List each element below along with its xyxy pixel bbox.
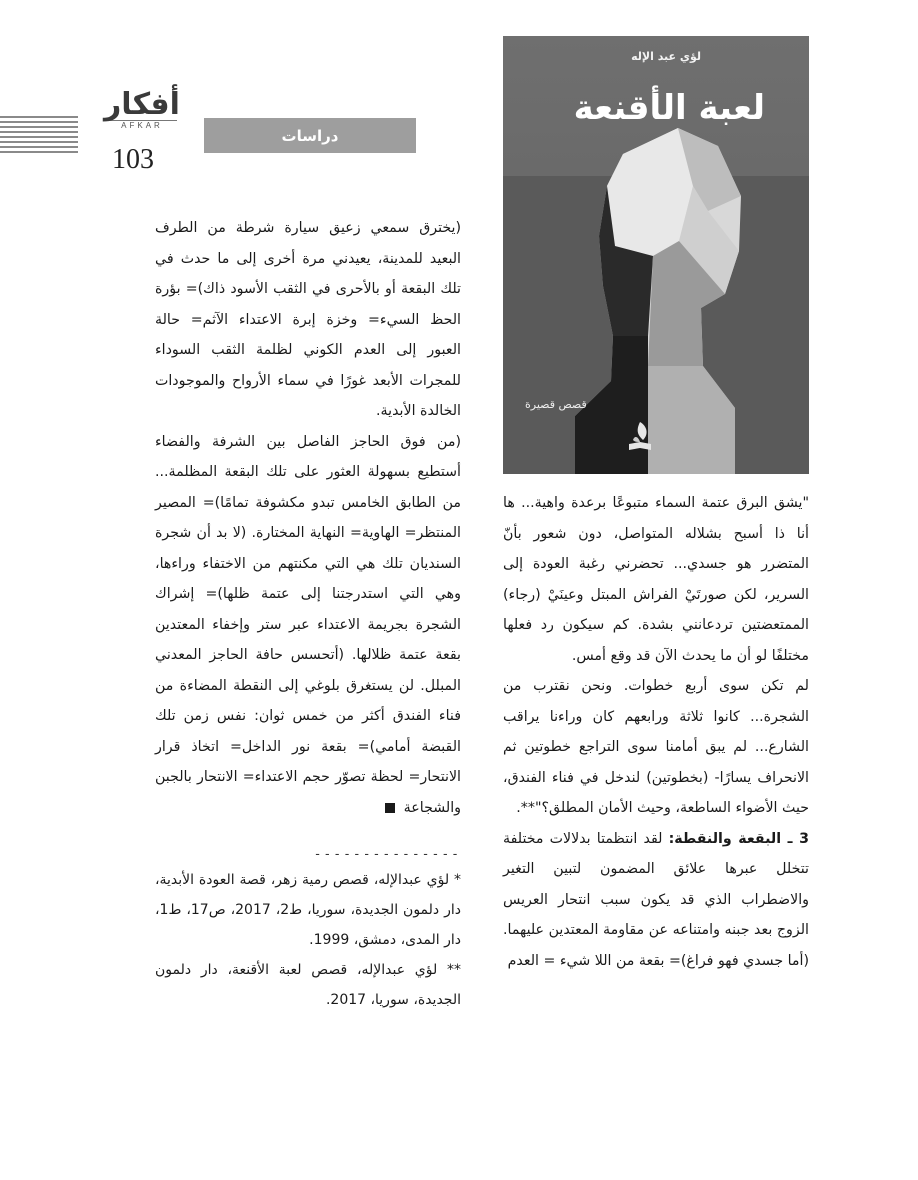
footnote: * لؤي عبدالإله، قصص رمية زهر، قصة العودة الأبدية، دار دلمون الجديدة، سوريا، ط2، 2017، ص17، ط1، دار المدى، دمشق، 1999. — [155, 872, 461, 948]
decorative-stripes — [0, 116, 78, 156]
subsection-heading: 3 ـ البقعة والنقطة: — [668, 830, 809, 847]
logo-latin: AFKAR — [107, 120, 177, 130]
paragraph: "يشق البرق عتمة السماء متبوعًا برعدة واهية... ها أنا ذا أسبح بشلاله المتواصل، دون شعور بأنّ المتضرر هو جسدي... تحضرني رغبة العودة إلى السرير، لكن صورتَيْ الفراش المبتل وعينَيْ (رجاء) الممتعضتين تردعانني بشدة. كم سيكون رد فعلها مختلفًا لو أن ما يحدث الآن قد وقع أمس. — [503, 495, 809, 664]
text-column-right — [503, 488, 809, 976]
paragraph — [155, 427, 461, 824]
page-number: 103 — [112, 144, 154, 175]
cover-author: لؤي عبد الإله — [631, 50, 701, 63]
paragraph: (يخترق سمعي زعيق سيارة شرطة من الطرف البعيد للمدينة، يعيدني مرة أخرى إلى ما حدث في تلك البقعة أو بالأحرى في الثقب الأسود ذاك)= بؤرة الحظ السيء= وخزة إبرة الاعتداء الآثم= حالة العبور إلى العدم الكوني لظلمة الثقب السوداء للمجرات الأبعد غورًا في سماء الأرواح والموجودات الخالدة الأبدية. — [155, 220, 461, 419]
publisher-logo-icon — [625, 420, 655, 454]
magazine-logo — [96, 87, 188, 130]
footnote: ** لؤي عبدالإله، قصص لعبة الأقنعة، دار دلمون الجديدة، سوريا، 2017. — [155, 962, 461, 1008]
paragraph-text: لقد انتظمتا بدلالات مختلفة تتخلل عبرها علائق المضمون لتبين التغير والاضطراب الذي قد يكون سبب انتحار العريس الزوج بعد جبنه وامتناعه عن مقاومة المعتدين عليهما. (أما جسدي فهو فراغ)= بقعة من اللا شيء = العدم — [503, 830, 809, 969]
end-mark-icon — [385, 803, 395, 813]
text-column-left — [155, 213, 461, 1015]
book-cover-image — [503, 36, 809, 474]
logo-arabic: أفكار — [104, 87, 180, 122]
paragraph-text: (من فوق الحاجز الفاصل بين الشرفة والفضاء أستطيع بسهولة العثور على تلك البقعة المظلمة... من الطابق الخامس تبدو مكشوفة تمامًا)= المصير المنتظر= الهاوية= النهاية المختارة. (لا بد أن شجرة السنديان تلك هي التي مكنتهم من الاختفاء وراءها، وهي التي استدرجتنا إلى عتمة ظلها)= إشراك الشجرة بجريمة الاعتداء عبر ستر وإخفاء المعتدين بقعة عتمة ظلالها. (أتحسس حافة الحاجز المعدني المبلل. لن يستغرق بلوغي إلى النقطة المضاءة من فناء الفندق أكثر من خمس ثوان: نفس زمن تلك القبضة أمامي)= بقعة نور الداخل= اتخاذ قرار الانتحار= لحظة تصوّر حجم الاعتداء= الانتحار بالجبن والشجاعة — [155, 433, 461, 816]
footnote-divider: --------------- — [313, 847, 461, 862]
cover-subtitle: قصص قصيرة — [525, 398, 587, 411]
section-label: دراسات — [204, 118, 416, 153]
cover-title: لعبة الأقنعة — [573, 88, 765, 128]
paragraph: لم تكن سوى أربع خطوات. ونحن نقترب من الشجرة... كانوا ثلاثة ورابعهم كان وراءنا يراقب الشارع... لم يبق أمامنا سوى التراجع خطوتين ثم الانحراف يسارًا- (بخطوتين) لندخل في فناء الفندق، حيث الأضواء الساطعة، وحيث الأمان المطلق؟"**. — [503, 678, 809, 816]
paragraph — [503, 824, 809, 977]
